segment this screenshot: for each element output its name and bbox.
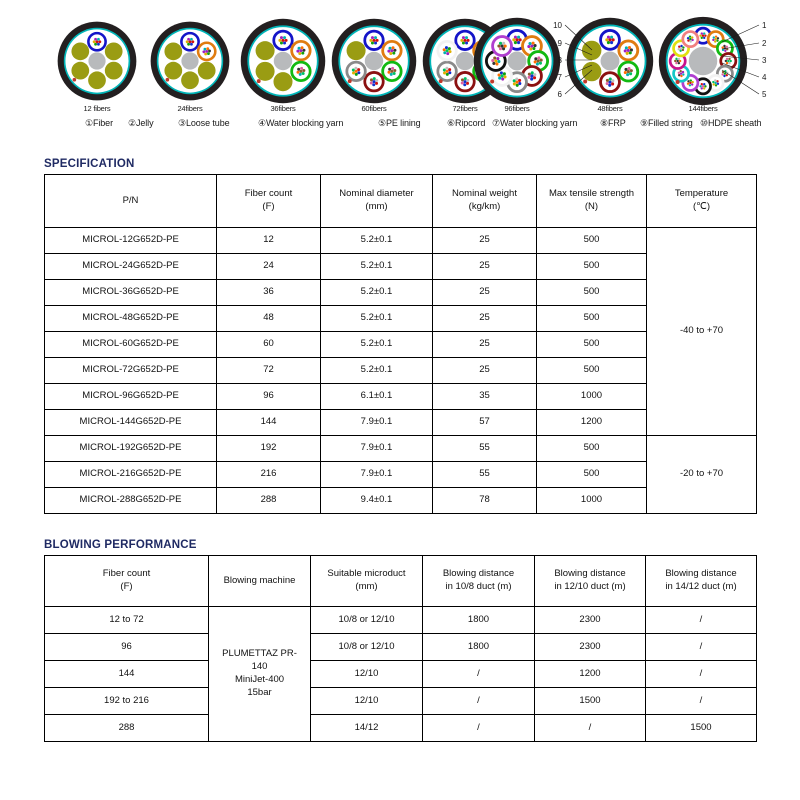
header-line-2: (F) [120,581,133,592]
machine-line: PLUMETTAZ PR- [222,648,297,660]
table-cell: 192 to 216 [45,688,209,715]
table-cell: 25 [433,306,537,332]
cable-cross-section-144fibers [657,15,749,107]
callout-number: 3 [762,56,767,65]
cable-caption: 48fibers [597,104,623,113]
table-row [45,607,757,634]
callout-number: 7 [557,73,562,82]
table-cell: 5.2±0.1 [321,332,433,358]
table-cell: 6.1±0.1 [321,384,433,410]
table-cell: / [423,688,535,715]
table-cell: 1800 [423,634,535,661]
table-cell: 500 [537,254,647,280]
cable-cross-section-60fibers [330,17,418,105]
table-row [45,688,757,715]
table-cell: 24 [217,254,321,280]
table-cell: MICROL-48G652D-PE [45,306,217,332]
table-cell: 25 [433,280,537,306]
header-line-2: (F) [262,201,275,212]
table-cell: MICROL-288G652D-PE [45,488,217,514]
diagram-legend [0,118,800,134]
table-row [45,228,757,254]
table-cell: / [423,715,535,742]
table-cell: 78 [433,488,537,514]
callout-number: 6 [557,90,562,99]
header-line-1: Nominal weight [452,188,517,200]
table-cell: 25 [433,254,537,280]
cable-caption: 60fibers [361,104,387,113]
cable-cross-section-48fibers [565,16,655,106]
header-line-1: Blowing distance [554,568,626,580]
specification-table [44,174,757,514]
table-cell: / [646,661,757,688]
table-cell: 500 [537,306,647,332]
table-cell: 12 to 72 [45,607,209,634]
table-cell: / [646,634,757,661]
table-cell: / [423,661,535,688]
cable-cross-section-96fibers [472,16,562,106]
header-line-1: Fiber count [244,188,293,200]
table-row [45,634,757,661]
header-line-1: Nominal diameter [339,188,414,200]
legend-item-fiber: ①Fiber [85,118,113,128]
table-cell: MICROL-144G652D-PE [45,410,217,436]
table-cell: MICROL-24G652D-PE [45,254,217,280]
legend-item-filled-string: ⑨Filled string [640,118,693,128]
header-line-2: in 10/8 duct (m) [445,581,512,592]
column-header [321,175,433,228]
header-line-2: (kg/km) [468,201,501,212]
legend-item-water-blocking-yarn: ⑦Water blocking yarn [492,118,578,128]
specification-heading: SPECIFICATION [44,158,135,170]
header-line-1: Temperature [674,188,729,200]
table-cell: 1000 [537,384,647,410]
header-line-1: Suitable microduct [327,568,406,580]
legend-item-frp: ⑧FRP [600,118,626,128]
column-header [647,175,757,228]
table-cell: 500 [537,280,647,306]
column-header [535,556,646,607]
table-row [45,661,757,688]
table-cell: / [535,715,646,742]
header-line-2: in 12/10 duct (m) [554,581,626,592]
column-header [433,175,537,228]
table-cell: 2300 [535,634,646,661]
table-cell: 36 [217,280,321,306]
table-cell: 25 [433,358,537,384]
callout-number: 9 [557,39,562,48]
table-cell: 1200 [535,661,646,688]
table-cell: 500 [537,332,647,358]
table-cell: 144 [217,410,321,436]
table-cell: MICROL-12G652D-PE [45,228,217,254]
callout-number: 8 [557,56,562,65]
table-cell: 1000 [537,488,647,514]
callout-number: 5 [762,90,767,99]
cable-caption: 24fibers [177,104,203,113]
table-cell: 7.9±0.1 [321,436,433,462]
header-line-1: Blowing distance [442,568,515,580]
table-cell: 57 [433,410,537,436]
table-cell: 72 [217,358,321,384]
table-row [45,715,757,742]
blowing-performance-heading: BLOWING PERFORMANCE [44,539,197,551]
table-cell: 500 [537,436,647,462]
table-cell: 12/10 [311,688,423,715]
table-cell: / [646,607,757,634]
table-cell: 500 [537,358,647,384]
table-cell: 9.4±0.1 [321,488,433,514]
table-cell: / [646,688,757,715]
column-header [217,175,321,228]
table-cell: 55 [433,436,537,462]
table-cell: 5.2±0.1 [321,306,433,332]
legend-item-hdpe-sheath: ⑩HDPE sheath [700,118,762,128]
table-cell: 7.9±0.1 [321,462,433,488]
header-line-2: (℃) [693,201,710,212]
table-cell: 1500 [646,715,757,742]
column-header [537,175,647,228]
legend-item-pe-lining: ⑤PE lining [378,118,421,128]
table-cell: MICROL-72G652D-PE [45,358,217,384]
legend-item-jelly: ②Jelly [128,118,154,128]
table-cell: 1200 [537,410,647,436]
table-cell: 25 [433,332,537,358]
table-cell: MICROL-96G652D-PE [45,384,217,410]
cable-cross-section-36fibers [239,17,327,105]
table-cell: 500 [537,462,647,488]
table-cell: 1800 [423,607,535,634]
legend-item-ripcord: ⑥Ripcord [447,118,486,128]
header-line-1: Fiber count [102,568,151,580]
table-cell: 500 [537,228,647,254]
table-cell: 288 [45,715,209,742]
table-cell: 2300 [535,607,646,634]
cable-caption: 144fibers [688,104,718,113]
callout-number: 4 [762,73,767,82]
table-cell: 25 [433,228,537,254]
temperature-cell: -40 to +70 [647,228,757,436]
column-header [311,556,423,607]
table-cell: 55 [433,462,537,488]
table-header-row [45,175,757,228]
cable-cross-section-diagram [0,0,800,140]
table-row [45,436,757,462]
header-line-1: Max tensile strength [548,188,634,200]
table-cell: 216 [217,462,321,488]
table-cell: MICROL-36G652D-PE [45,280,217,306]
table-cell: 5.2±0.1 [321,358,433,384]
table-cell: 96 [45,634,209,661]
header-line-2: (mm) [365,201,388,212]
cable-cross-section-24fibers [149,20,231,102]
machine-line: MiniJet-400 [234,674,285,685]
table-cell: 60 [217,332,321,358]
callout-number: 1 [762,21,767,30]
table-cell: 7.9±0.1 [321,410,433,436]
table-cell: MICROL-192G652D-PE [45,436,217,462]
temperature-cell: -20 to +70 [647,436,757,514]
table-cell: 5.2±0.1 [321,228,433,254]
table-cell: 10/8 or 12/10 [311,634,423,661]
table-header-row [45,556,757,607]
header-line-2: in 14/12 duct (m) [665,581,737,592]
blowing-machine-cell [209,607,311,742]
legend-item-water-blocking-yarn: ④Water blocking yarn [258,118,344,128]
machine-line: 140 [251,661,268,673]
table-cell: MICROL-60G652D-PE [45,332,217,358]
table-cell: 5.2±0.1 [321,280,433,306]
table-cell: 48 [217,306,321,332]
header-line-2: (mm) [355,581,378,592]
header-line-1: Blowing distance [665,568,737,580]
table-cell: 1500 [535,688,646,715]
table-cell: 192 [217,436,321,462]
callout-number: 2 [762,39,767,48]
column-header [423,556,535,607]
column-header [646,556,757,607]
callout-number: 10 [553,21,562,30]
table-cell: 12 [217,228,321,254]
column-header [45,556,209,607]
table-cell: 288 [217,488,321,514]
cable-caption: 36fibers [270,104,296,113]
table-cell: 5.2±0.1 [321,254,433,280]
legend-item-loose-tube: ③Loose tube [178,118,230,128]
column-header: P/N [45,175,217,228]
cable-caption: 72fibers [452,104,478,113]
table-cell: 144 [45,661,209,688]
cable-cross-section-12fibers [56,20,138,102]
table-cell: 12/10 [311,661,423,688]
machine-line: 15bar [247,686,272,698]
table-cell: MICROL-216G652D-PE [45,462,217,488]
header-line-2: (N) [584,201,599,212]
table-cell: 14/12 [311,715,423,742]
table-cell: 10/8 or 12/10 [311,607,423,634]
column-header: Blowing machine [209,556,311,607]
cable-caption: 12 fibers [83,104,111,113]
table-cell: 96 [217,384,321,410]
cable-caption: 96fibers [504,104,530,113]
blowing-performance-table [44,555,757,742]
table-cell: 35 [433,384,537,410]
